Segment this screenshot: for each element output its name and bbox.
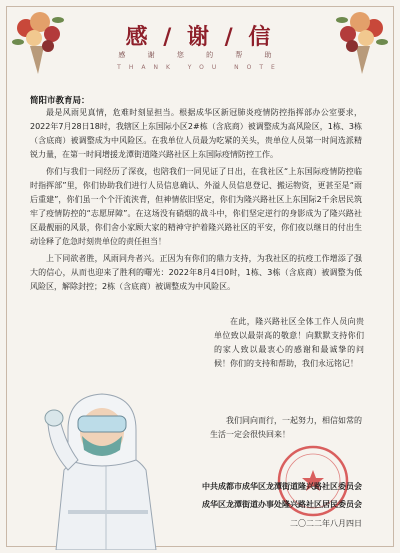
paragraph: 在此，隆兴路社区全体工作人员向贵单位致以最崇高的敬意！向默默支持你们的家人致以最衷心的感谢和最诚挚的问候！你们的支持和帮助，我们永远铭记！	[214, 317, 364, 368]
paragraph: 上下同欲者胜，风雨同舟者兴。正因为有你们的鼎力支持，为我社区的抗疫工作增添了强大的信心，从而也迎来了胜利的曙光：2022年8月4日0时，1栋、3栋（含底商）被调整为低风险区，解除封控；2栋（含底商）被调整成为中风险区。	[30, 254, 362, 291]
paragraph: 最是风雨见真情，危难时刻显担当。根据成华区新冠肺炎疫情防控指挥部办公室要求，2022年7月28日18时，我辖区上东国际小区2#栋（含底商）被调整成为高风险区，1栋、3栋（含底商）被调整成为中风险区。在我单位人员最为吃紧的关头，贵单位人员第一时间选派精锐力量，在第一时间增援龙潭街道隆兴路社区上东国际疫情防控工作。	[30, 108, 362, 159]
medical-worker-illustration	[16, 360, 194, 550]
letter-title: 感 / 谢 / 信	[125, 24, 275, 50]
salutation: 简阳市教育局：	[30, 96, 90, 106]
letter-subtitle-en: THANK YOU NOTE	[117, 64, 283, 71]
paragraph: 我们同向而行，一起努力，相信如常的生活一定会很快回来！	[210, 416, 362, 439]
letter-subtitle: 感 谢 您 的 帮 助	[118, 51, 282, 59]
paragraph: 你们与我们一同经历了深夜，也陪我们一同见证了日出，在我社区“上东国际疫情防控临时指挥部”里，你们协助我们进行人员信息确认、外溢人员信息登记、搬运物资，更甚至是“雨后重建”，你们虽一个个汗流浃背，但神情依旧坚定，你们为隆兴路社区上东国际2千余居民筑牢了疫情防控的“志愿屏障”。在这场没有硝烟的战斗中，你们坚定逆行的身影成为了隆兴路社区最靓丽的风景，你们舍小家顾大家的精神守护着隆兴路社区的平安，你们夜以继日的付出生动诠释了危急时刻贵单位的责任担当！	[30, 167, 362, 246]
letter-body	[30, 106, 362, 297]
letter-header	[0, 0, 400, 82]
signature-org: 成华区龙潭街道办事处隆兴路社区居民委员会	[202, 500, 362, 509]
signature-org: 中共成都市成华区龙潭街道隆兴路社区委员会	[202, 482, 362, 491]
signature-date: 二〇二二年八月四日	[290, 519, 362, 528]
